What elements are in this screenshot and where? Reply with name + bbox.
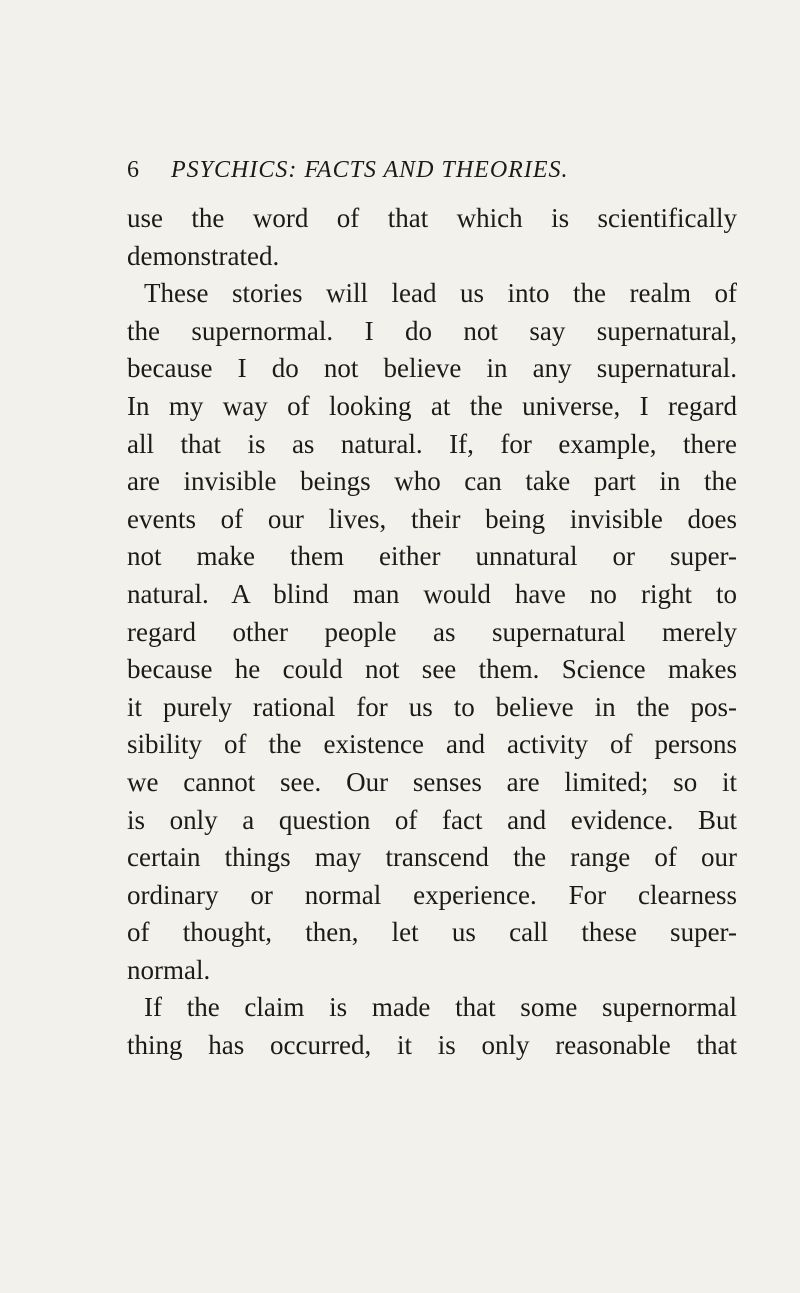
text-line: the supernormal. I do not say supernatural,: [127, 315, 737, 346]
text-line: These stories will lead us into the realm of: [144, 278, 737, 309]
text-line: demonstrated.: [127, 240, 280, 271]
text-line: certain things may transcend the range of our: [127, 842, 737, 873]
text-line: sibility of the existence and activity of persons: [127, 729, 737, 760]
page-number: 6: [127, 157, 140, 183]
body-text: [127, 200, 737, 1065]
text-line: regard other people as supernatural merely: [127, 616, 737, 647]
text-line: is only a question of fact and evidence. But: [127, 804, 737, 835]
text-line: events of our lives, their being invisible does: [127, 503, 737, 534]
text-line: all that is as natural. If, for example, there: [127, 428, 737, 459]
text-line: are invisible beings who can take part in the: [127, 466, 737, 497]
text-line: because he could not see them. Science makes: [127, 654, 737, 685]
running-title: PSYCHICS: FACTS AND THEORIES.: [171, 157, 569, 183]
running-head: [127, 157, 727, 193]
text-line: normal.: [127, 954, 211, 985]
text-line: In my way of looking at the universe, I regard: [127, 390, 737, 421]
text-line: If the claim is made that some supernormal: [144, 992, 737, 1023]
text-line: not make them either unnatural or super-: [127, 541, 737, 572]
text-line: we cannot see. Our senses are limited; so it: [127, 766, 737, 797]
text-line: thing has occurred, it is only reasonable that: [127, 1030, 737, 1061]
text-line: natural. A blind man would have no right to: [127, 578, 737, 609]
text-line: use the word of that which is scientifically: [127, 203, 737, 233]
text-line: ordinary or normal experience. For clearness: [127, 879, 737, 910]
text-line: of thought, then, let us call these super-: [127, 917, 737, 948]
text-line: it purely rational for us to believe in the pos-: [127, 691, 737, 722]
text-line: because I do not believe in any supernatural.: [127, 353, 737, 384]
